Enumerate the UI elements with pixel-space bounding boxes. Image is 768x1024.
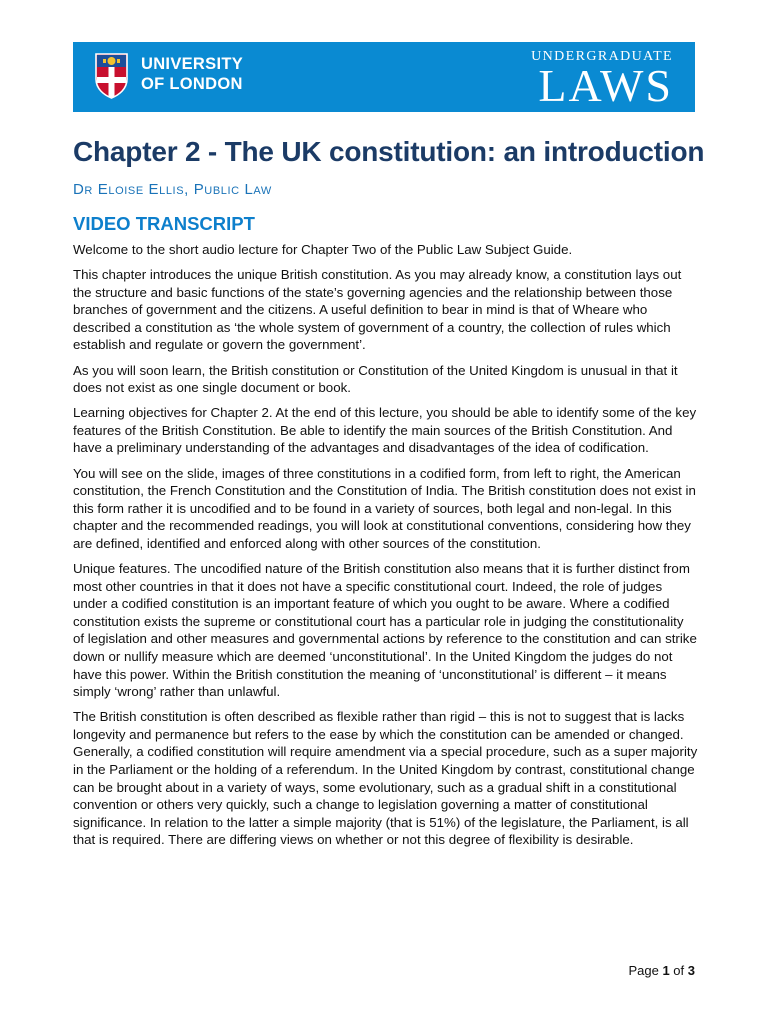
programme-level: UNDERGRADUATE [531,49,673,64]
programme-brand [531,48,673,111]
current-page: 1 [662,963,670,978]
transcript-body [73,241,698,857]
transcript-paragraph: As you will soon learn, the British constitution or Constitution of the United Kingdom is unusual in that it does not exist as one single document or book. [73,362,678,396]
transcript-paragraph: This chapter introduces the unique British constitution. As you may already know, a constitution lays out the structure and basic functions of the state’s governing agencies and the relationship between those branches of government and the citizens. A useful definition to bear in mind is that of Wheare who described a constitution as ‘the whole system of government of a country, the collection of rules which establish and regulate or govern the government’. [73,267,682,353]
transcript-paragraph: Unique features. The uncodified nature of the British constitution also means that it is further distinct from most other countries in that it does not have a specific constitutional court. Indeed, the role of judges under a codified constitution is an important feature of which you ought to be aware. Where a codified constitution exists the supreme or constitutional court has a particular role in judging the constitutionality of legislation and other measures and governmental actions by reference to the constitution and can strike down or nullify measure which are deemed ‘unconstitutional’. In the United Kingdom the judges do not have this power. Within the British constitution the meaning of ‘unconstitutional’ is different – it means simply ‘wrong’ rather than unlawful. [73,561,697,700]
author-line: Dr Eloise Ellis, Public Law [73,181,272,198]
transcript-paragraph: The British constitution is often described as flexible rather than rigid – this is not to suggest that is lacks longevity and permanence but refers to the ease by which the constitution can be amended or changed. Generally, a codified constitution will require amendment via a special procedure, such as a super majority in the Parliament or the holding of a referendum. In the United Kingdom by contrast, constitutional change can be brought about in a variety of ways, some evolutionary, such as a gradual shift in a constitutional convention or others very quickly, such a change to legislation governing a matter of constitutional significance. In relation to the latter a simple majority (that is 51%) of the legislature, the Parliament, is all that is required. There are differing views on whether or not this degree of flexibility is desirable. [73,709,698,848]
page-number [628,962,695,980]
university-name [141,54,243,94]
university-crest-icon [95,53,128,99]
of-word: of [673,963,685,978]
transcript-paragraph: You will see on the slide, images of three constitutions in a codified form, from left to right, the American constitution, the French Constitution and the Constitution of India. The British constitution does not exist in this form rather it is uncodified and to be found in a variety of sources, both legal and non-legal. In this chapter and the recommended readings, you will look at constitutional conventions, considering how they are defined, identified and enforced along with other sources of the constitution. [73,465,696,551]
university-name-line2: OF LONDON [141,75,243,93]
transcript-paragraph: Welcome to the short audio lecture for Chapter Two of the Public Law Subject Guide. [73,242,573,257]
section-heading: VIDEO TRANSCRIPT [73,213,255,234]
programme-name: LAWS [538,60,673,111]
header-banner [73,42,695,112]
university-name-line1: UNIVERSITY [141,55,244,73]
total-pages: 3 [687,963,695,978]
chapter-title: Chapter 2 - The UK constitution: an introduction [73,136,705,167]
transcript-paragraph: Learning objectives for Chapter 2. At the end of this lecture, you should be able to identify some of the key features of the British Constitution. Be able to identify the main sources of the British Constitution. And have a preliminary understanding of the advantages and disadvantages of the idea of codification. [73,405,697,456]
page-word: Page [628,963,659,978]
